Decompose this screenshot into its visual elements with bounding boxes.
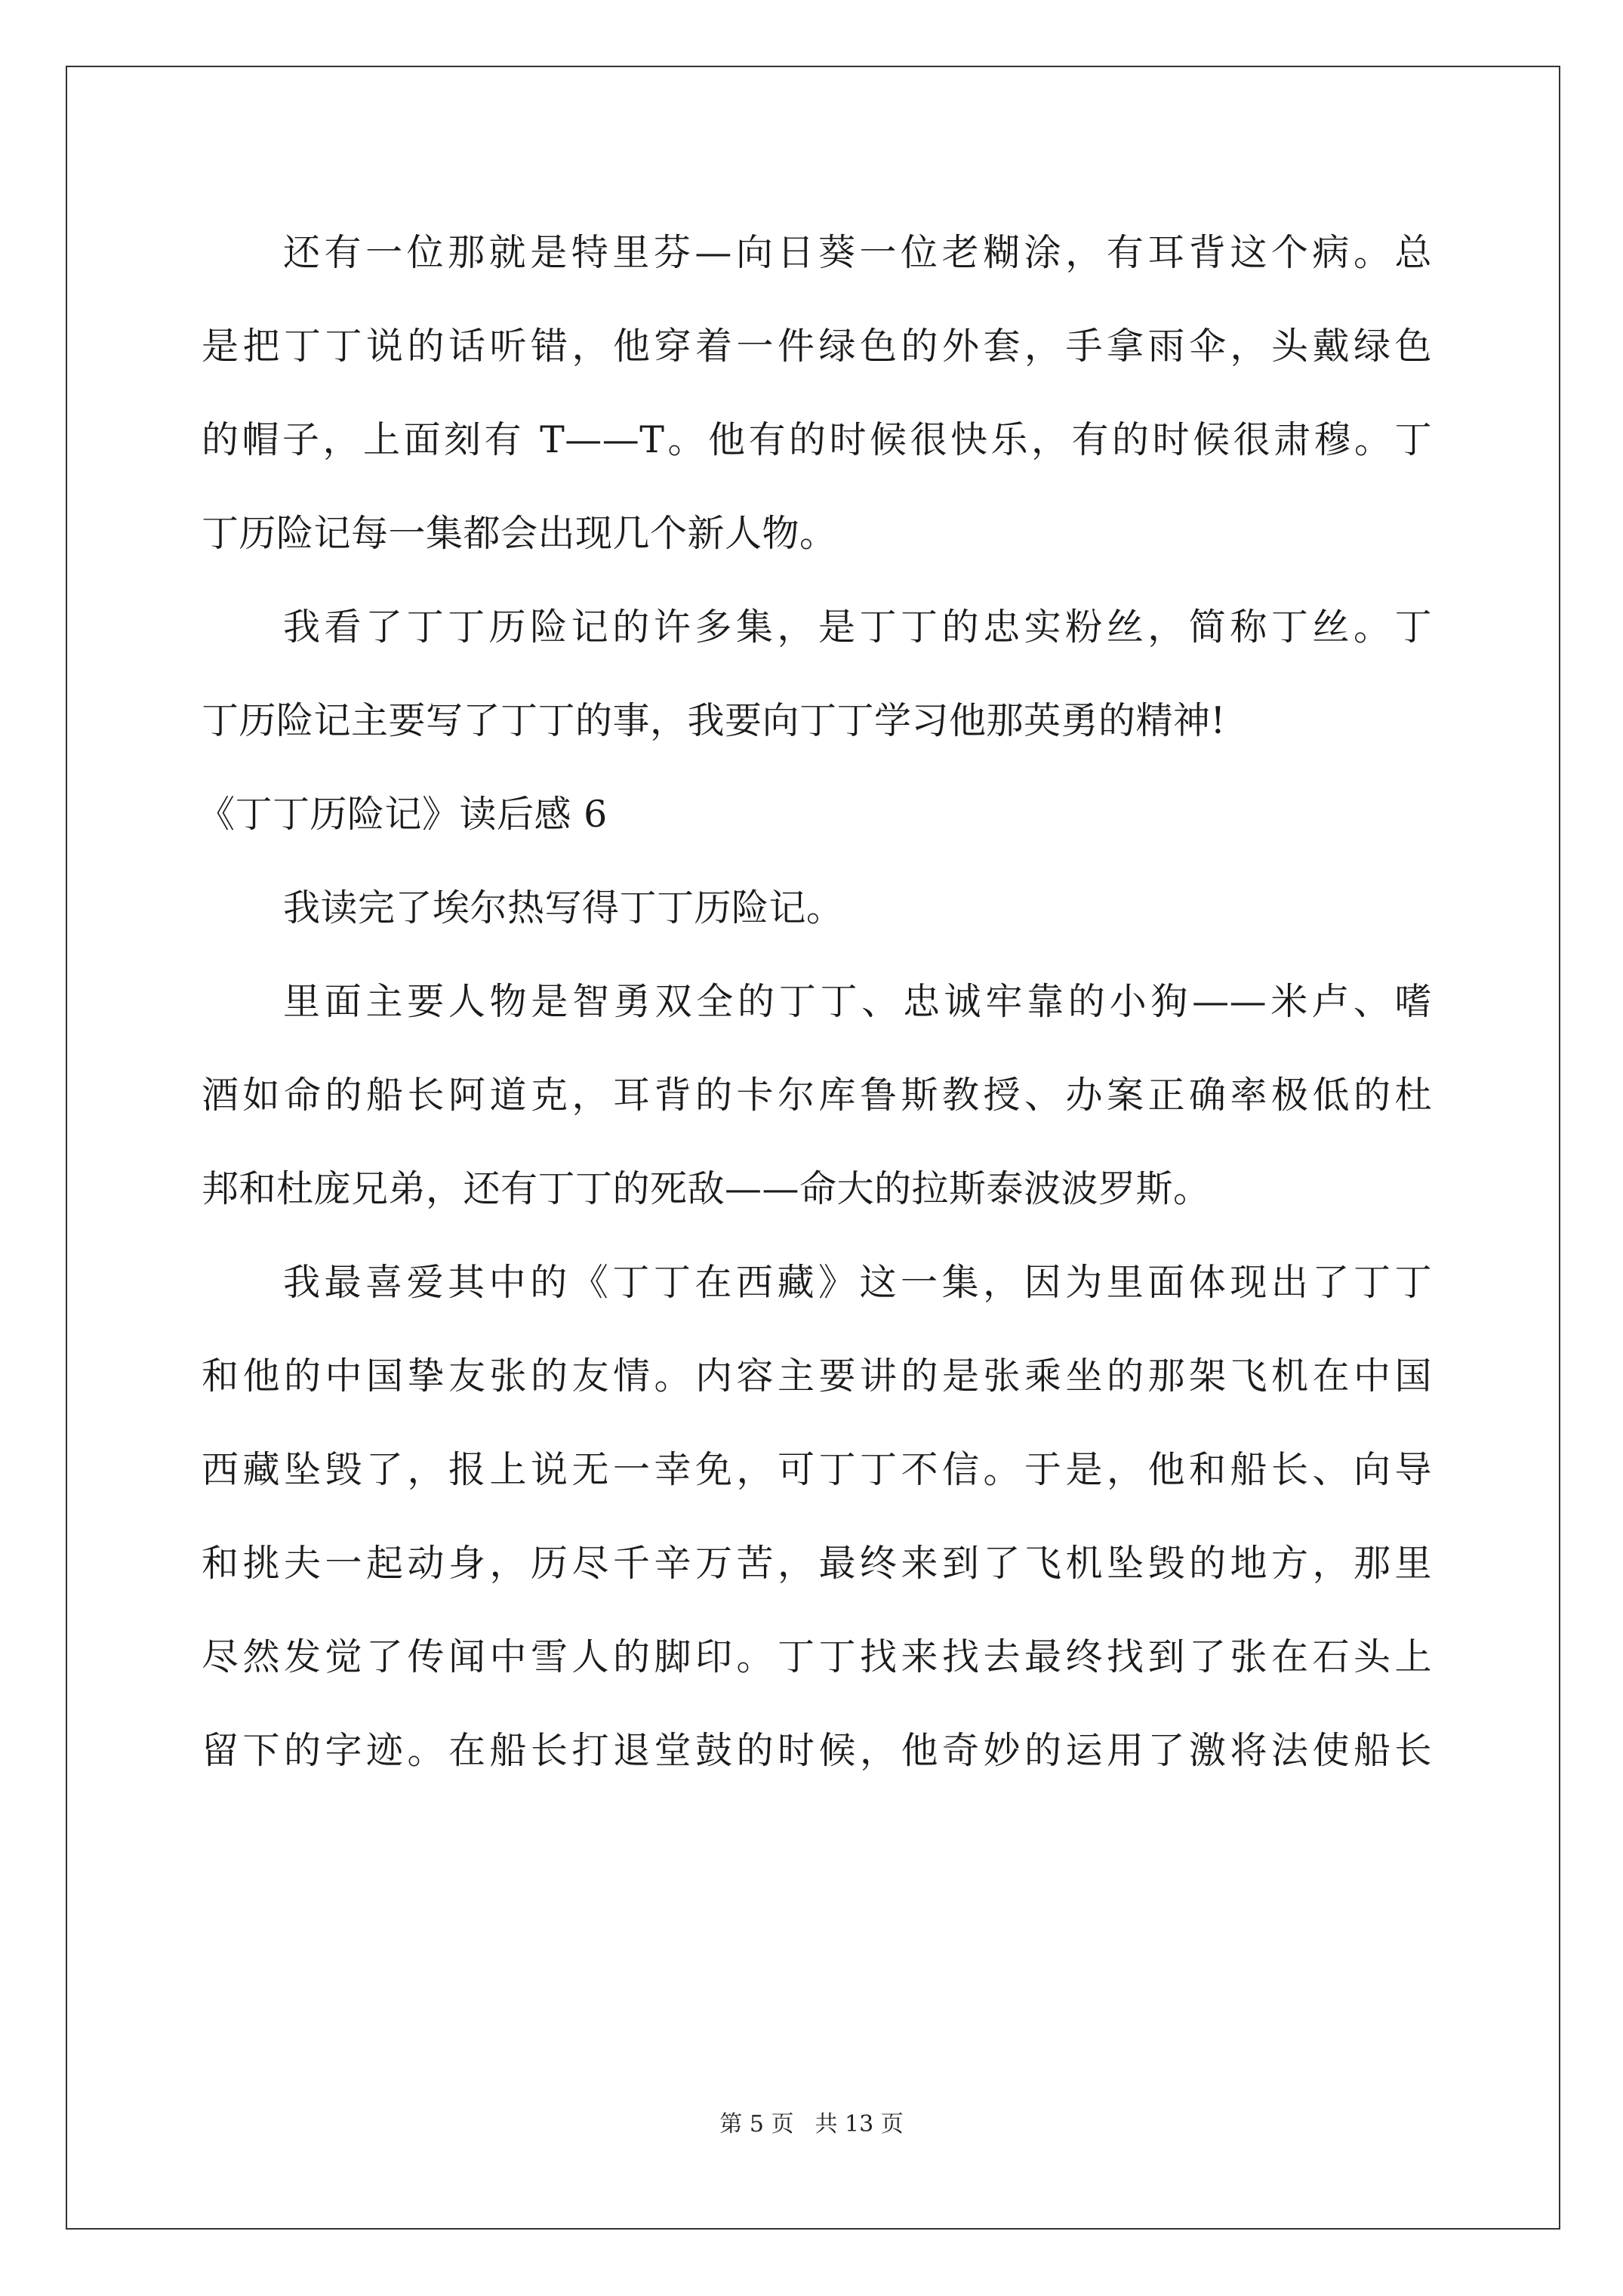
paragraph-line: 尽然发觉了传闻中雪人的脚印。丁丁找来找去最终找到了张在石头上 <box>202 1635 1432 1678</box>
page-border <box>66 66 1560 2230</box>
paragraph-line: 我读完了埃尔热写得丁丁历险记。 <box>283 886 844 929</box>
paragraph-line: 的帽子，上面刻有 T——T。他有的时候很快乐，有的时候很肃穆。丁 <box>202 418 1432 461</box>
paragraph-line: 和挑夫一起动身，历尽千辛万苦，最终来到了飞机坠毁的地方，那里 <box>202 1542 1432 1585</box>
page-number: 第 5 页 <box>719 2111 794 2137</box>
page-footer <box>0 2111 1623 2138</box>
section-heading: 《丁丁历险记》读后感 6 <box>198 793 608 836</box>
paragraph-line: 里面主要人物是智勇双全的丁丁、忠诚牢靠的小狗——米卢、嗜 <box>283 980 1432 1023</box>
paragraph-line: 西藏坠毁了，报上说无一幸免，可丁丁不信。于是，他和船长、向导 <box>202 1448 1432 1491</box>
paragraph-line: 邦和杜庞兄弟，还有丁丁的死敌——命大的拉斯泰波波罗斯。 <box>202 1167 1211 1210</box>
paragraph-line: 丁历险记每一集都会出现几个新人物。 <box>202 512 837 555</box>
paragraph-line: 丁历险记主要写了丁丁的事，我要向丁丁学习他那英勇的精神! <box>202 699 1226 742</box>
page-total: 共 13 页 <box>815 2111 904 2137</box>
paragraph-line: 酒如命的船长阿道克，耳背的卡尔库鲁斯教授、办案正确率极低的杜 <box>202 1074 1432 1117</box>
paragraph-line: 还有一位那就是特里芬—向日葵一位老糊涂，有耳背这个病。总 <box>283 231 1432 274</box>
paragraph-line: 留下的字迹。在船长打退堂鼓的时候，他奇妙的运用了激将法使船长 <box>202 1729 1432 1772</box>
paragraph-line: 我最喜爱其中的《丁丁在西藏》这一集，因为里面体现出了丁丁 <box>283 1261 1432 1304</box>
paragraph-line: 和他的中国挚友张的友情。内容主要讲的是张乘坐的那架飞机在中国 <box>202 1354 1432 1398</box>
paragraph-line: 我看了丁丁历险记的许多集，是丁丁的忠实粉丝，简称丁丝。丁 <box>283 606 1432 649</box>
paragraph-line: 是把丁丁说的话听错，他穿着一件绿色的外套，手拿雨伞，头戴绿色 <box>202 325 1432 368</box>
